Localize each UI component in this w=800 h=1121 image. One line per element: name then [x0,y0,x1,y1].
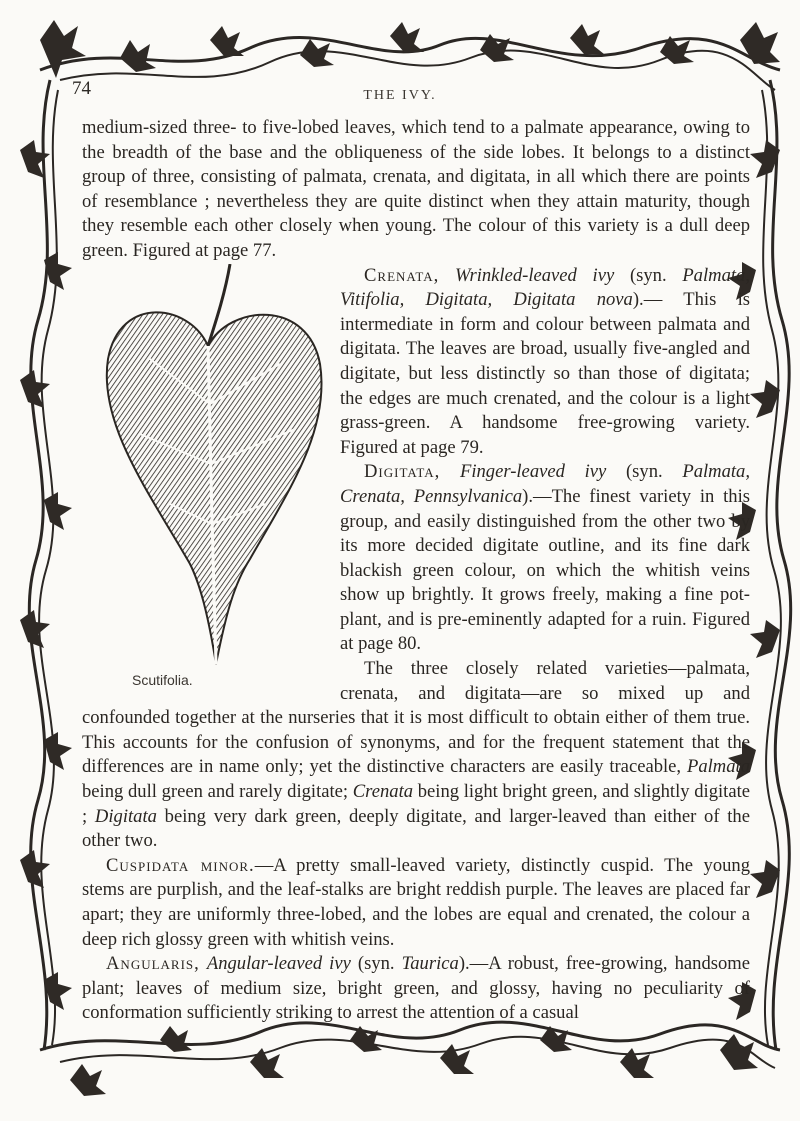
common-name: Finger-leaved ivy [459,461,607,483]
synonym-close: ).— [632,289,684,311]
synonyms: Palmata, Crenata, Pennsylvanica [340,461,751,507]
variety-name: Angularis, [106,953,200,975]
page-number: 74 [72,78,91,99]
entry-body: A robust, free-growing, handsome plant; leaves of medium size, bright green, and glossy, having no peculiarity of conformation sufficiently striking to arrest the attention of a casual [82,953,751,1024]
variety-name: Crenata, [364,264,440,286]
variety-italic: Digitata [94,805,157,827]
common-name: Wrinkled-leaved ivy [455,264,615,286]
variety-italic: Crenata [352,781,414,803]
variety-name: Digitata, [364,461,441,483]
synonym-open: (syn. [606,461,683,483]
text-run: The three closely related varieties—palmata, crenata, and digitata—are so mixed up and confounded together at the nurseries that it is most difficult to obtain either of them true. This accounts for the confusion of synonyms, and for the frequent statement that the differences are in name only; yet the distinctive characters are easily traceable, [82,658,750,778]
synonyms: Taurica [401,953,459,975]
entry-body: This is intermediate in form and colour between palmata and digitata. The leaves are broad, usually five-angled and digitate, but less distinctly so than those of digitata; the edges are much crenated, and the colour is a light grass-green. A handsome free-growing variety. Figured at page 79. [340,289,751,458]
synonym-close: ).— [458,953,489,975]
entry-body: The finest variety in this group, and easily distinguished from the other two by its more decided digitate outline, and its fine dark blackish green colour, on which the whitish veins show up brightly. It grows freely, making a fine pot-plant, and is pre-eminently adapted for a ruin. Figured at page 80. [340,485,750,655]
leaf-figure [80,264,334,698]
text-run: being light bright green, and slightly digitate ; [82,781,751,827]
paragraph-continued: medium-sized three- to five-lobed leaves, which tend to a palmate appearance, owing to the breadth of the base and the obliqueness of the side lobes. It belongs to a distinct group of three, consisting of palmata, crenata, and digitata, in all which there are points of resemblance ; nevertheless they are quite distinct when they attain maturity, though they resemble each other closely when young. The colour of this variety is a dull deep green. Figured at page 77. [82,117,750,261]
common-name: Angular-leaved ivy [206,953,351,975]
entry-angularis [82,952,750,1026]
running-head: THE IVY. [363,88,437,103]
ivy-leaf-illustration [80,264,334,674]
synonym-close: ).— [522,485,552,507]
entry-body: —A pretty small-leaved variety, distinctly cuspid. The young stems are purplish, and the leaf-stalks are bright reddish purple. The leaves are placed far apart; they are uniformly three-lobed, and the lobes are equal and crenated, the colour a deep rich glossy green with whitish veins. [82,854,751,950]
figure-caption: Scutifolia. [132,671,193,688]
variety-name: Cuspidata minor. [106,854,255,876]
text-run: being dull green and rarely digitate; [82,781,353,803]
text-run: being very dark green, deeply digitate, and larger-leaved than either of the other two. [82,805,750,852]
synonym-open: (syn. [350,953,402,975]
synonym-open: (syn. [614,264,683,286]
entry-cuspidata-minor [82,854,750,952]
variety-italic: Palmata [686,756,750,778]
body-text [82,116,750,1026]
synonyms: Palmata, Vitifolia, Digitata, Digitata nova [340,264,750,311]
